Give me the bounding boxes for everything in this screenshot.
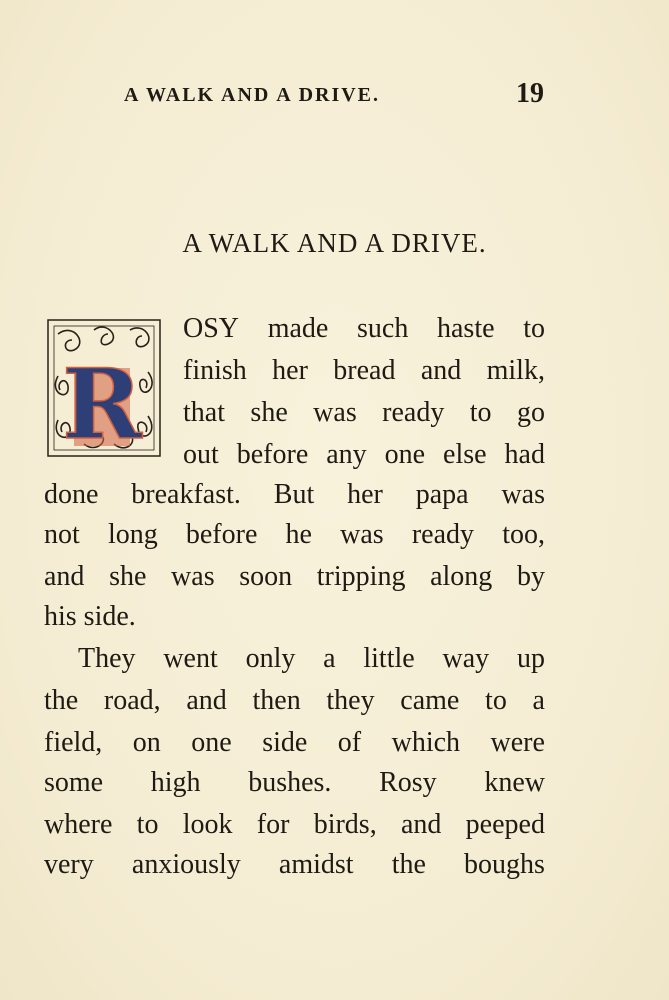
- para2-line-2: [44, 684, 545, 718]
- word: any: [326, 439, 367, 470]
- para1-line-6: [44, 518, 545, 552]
- word: on: [132, 727, 161, 758]
- para1-line-5: [44, 478, 545, 512]
- word: finish: [183, 355, 247, 386]
- word: was: [501, 479, 545, 510]
- word: not: [44, 519, 80, 550]
- para1-line-8: [44, 600, 545, 634]
- word: way: [442, 643, 490, 674]
- word: he: [285, 519, 312, 550]
- para2-line-4: [44, 766, 545, 800]
- word: they: [326, 685, 375, 716]
- word: very: [44, 849, 94, 880]
- word: to: [136, 809, 159, 840]
- word: milk,: [486, 355, 545, 386]
- word: the: [391, 849, 426, 880]
- word: her: [347, 479, 383, 510]
- line-text: his side.: [44, 601, 136, 632]
- word: look: [182, 809, 233, 840]
- word: came: [400, 685, 460, 716]
- word: only: [245, 643, 296, 674]
- word: boughs: [464, 849, 545, 880]
- word: bread: [333, 355, 396, 386]
- word: else: [443, 439, 487, 470]
- dropcap-ornament: [44, 316, 164, 460]
- word: But: [273, 479, 315, 510]
- word: road,: [103, 685, 161, 716]
- word: high: [150, 767, 201, 798]
- word: birds,: [313, 809, 377, 840]
- para1-line-4: [183, 438, 545, 472]
- word: and: [186, 685, 227, 716]
- word: haste: [437, 313, 495, 344]
- word: to: [485, 685, 507, 716]
- word: long: [107, 519, 158, 550]
- word: to: [523, 313, 545, 344]
- word: which: [391, 727, 461, 758]
- para2-line-3: [44, 726, 545, 760]
- word: before: [236, 439, 309, 470]
- para2-line-1: [78, 642, 545, 676]
- word: she: [250, 397, 288, 428]
- page-number: 19: [516, 78, 544, 109]
- word: went: [163, 643, 218, 674]
- word: for: [256, 809, 290, 840]
- word: then: [252, 685, 301, 716]
- word: field,: [44, 727, 103, 758]
- word: and: [420, 355, 462, 386]
- word: were: [490, 727, 545, 758]
- word: They: [78, 643, 136, 674]
- word: anxiously: [131, 849, 241, 880]
- word: a: [323, 643, 336, 674]
- word: ready: [382, 397, 445, 428]
- word: she: [109, 561, 147, 592]
- para1-line-7: [44, 560, 545, 594]
- word: made: [267, 313, 329, 344]
- word: such: [357, 313, 409, 344]
- word: some: [44, 767, 104, 798]
- running-head: [124, 78, 544, 110]
- word: soon: [239, 561, 293, 592]
- word: one: [191, 727, 232, 758]
- word: where: [44, 809, 113, 840]
- word: breakfast.: [131, 479, 241, 510]
- word: amidst: [278, 849, 354, 880]
- word: had: [504, 439, 545, 470]
- word: her: [272, 355, 308, 386]
- word: and: [400, 809, 442, 840]
- word: was: [171, 561, 215, 592]
- para1-line-1: [183, 312, 545, 346]
- word: to: [469, 397, 492, 428]
- word: was: [340, 519, 384, 550]
- dropcap-letter: R: [62, 348, 142, 460]
- word: little: [363, 643, 415, 674]
- word: a: [532, 685, 545, 716]
- word: papa: [415, 479, 469, 510]
- word: knew: [484, 767, 545, 798]
- word: OSY: [183, 313, 240, 344]
- word: done: [44, 479, 99, 510]
- word: by: [516, 561, 545, 592]
- word: one: [384, 439, 426, 470]
- word: of: [337, 727, 362, 758]
- word: bushes.: [248, 767, 332, 798]
- word: too,: [502, 519, 545, 550]
- word: Rosy: [379, 767, 437, 798]
- word: before: [185, 519, 258, 550]
- word: that: [183, 397, 225, 428]
- word: tripping: [316, 561, 406, 592]
- word: was: [313, 397, 357, 428]
- chapter-title: A WALK AND A DRIVE.: [182, 228, 487, 258]
- word: out: [183, 439, 219, 470]
- para1-line-2: [183, 354, 545, 388]
- word: up: [516, 643, 545, 674]
- word: ready: [411, 519, 475, 550]
- word: peeped: [465, 809, 545, 840]
- word: side: [262, 727, 308, 758]
- para1-line-3: [183, 396, 545, 430]
- word: go: [516, 397, 545, 428]
- running-title: A WALK AND A DRIVE.: [124, 84, 381, 106]
- word: and: [44, 561, 85, 592]
- para2-line-5: [44, 808, 545, 842]
- word: along: [430, 561, 493, 592]
- word: the: [44, 685, 79, 716]
- para2-line-6: [44, 848, 545, 882]
